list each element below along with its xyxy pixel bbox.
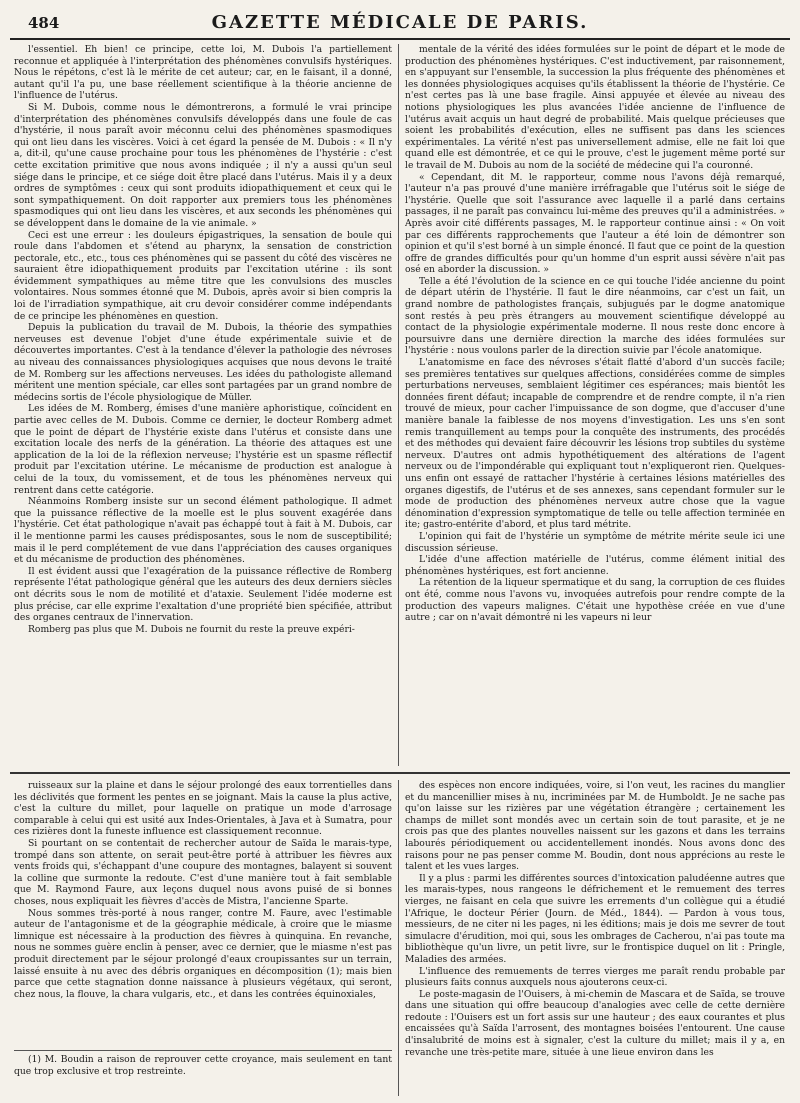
footnote bbox=[14, 1054, 392, 1094]
paragraph: Nous sommes très-porté à nous ranger, contre M. Faure, avec l'estimable auteur de l'antagonisme et de la géographie médicale, à croire que le miasme limnique est nécessaire à la production des fièvres à quinquina. En revanche, nous ne sommes guère enclin à penser, avec ce dernier, que le miasme n'est pas produit directement par le séjour prolongé d'eaux croupissantes sur un terrain, laissé ensuite à nu avec des débris organiques en décomposition (1); mais bien parce que cette stagnation donne naissance à plusieurs végétaux, qui seront, chez nous, la flouve, la chara vulgaris, etc., et dans les contrées équinoxiales, bbox=[14, 907, 392, 1000]
paragraph: des espèces non encore indiquées, voire, si l'on veut, les racines du manglier et du mancenillier mises à nu, incriminées par M. de Humboldt. Je ne sache pas qu'on laisse sur les rizières par une végétation étrangère ; certainement les champs de millet sont mondés avec un certain soin de tout parasite, et je ne crois pas que des plantes nouvelles naissent sur les gazons et dans les terrains labourés périodiquement ou accidentellement inondés. Nous avons donc des raisons pour ne pas penser comme M. Boudin, dont nous apprécions au reste le talent et les vues larges. bbox=[405, 780, 785, 873]
column-divider bbox=[398, 44, 399, 766]
page-number: 484 bbox=[28, 14, 60, 32]
paragraph: L'anatomisme en face des névroses s'était flatté d'abord d'un succès facile; ses premières tentatives sur quelques affections, considérées comme de simples perturbations nerveuses, semblaient légitimer ces espérances; mais bientôt les données firent défaut; incapable de comprendre et de rendre compte, il n'a rien trouvé de mieux, pour cacher l'impuissance de son dogme, que d'accuser d'une manière banale la faiblesse de nos moyens d'investigation. Les uns s'en sont remis tranquillement au temps pour la conquête des instruments, des procédés et des méthodes qui devaient faire découvrir les lésions trop subtiles du système nerveux. D'autres ont admis hypothétiquement des altérations de l'agent nerveux ou de l'impondérable qui expliquant tout n'expliqueront rien. Quelques-uns enfin ont essayé de rattacher l'hystérie à certaines lésions matérielles des organes digestifs, de l'utérus et de ses annexes, sans cependant formuler sur le mode de production des phénomènes nerveux autre chose que la vague dénomination d'expression symptomatique de telle ou telle affection terminée en ite; gastro-entérite d'abord, et plus tard métrite. bbox=[405, 357, 785, 531]
page-header bbox=[10, 6, 790, 40]
paragraph: mentale de la vérité des idées formulées sur le point de départ et le mode de production des phénomènes hystériques. C'est inductivement, par raisonnement, en s'appuyant sur l'ensemble, la succession la plus fréquente des phénomènes et les données physiologiques acquises qu'ils établissent la théorie de l'hystérie. Ce n'est certes pas là une base fragile. Ainsi appuyée et élevée au niveau des notions physiologiques les plus avancées l'idée ancienne de l'influence de l'utérus avait acquis un haut degré de probabilité. Mais quelque précieuses que soient les probabilités d'exécution, elles ne suffisent pas dans les sciences expérimentales. La vérité n'est pas universellement admise, elle ne fait loi que quand elle est démontrée, et ce qui le prouve, c'est le jugement même porté sur le travail de M. Dubois au nom de la société de médecine qui l'a couronné. bbox=[405, 44, 785, 171]
paragraph: Romberg pas plus que M. Dubois ne fournit du reste la preuve expéri- bbox=[28, 623, 355, 635]
paragraph: Néanmoins Romberg insiste sur un second élément pathologique. Il admet que la puissance réflective de la moelle est le plus souvent exagérée dans l'hystérie. Cet état pathologique n'avait pas échappé tout à fait à M. Dubois, car il le mentionne parmi les causes prédisposantes, sous le nom de susceptibilité; mais il le perd complétement de vue dans l'appréciation des causes organiques et du mécanisme de production des phénomènes. bbox=[14, 496, 392, 566]
paragraph: Il y a plus : parmi les différentes sources d'intoxication paludéenne autres que les marais-types, nous rangeons le défrichement et le remuement des terres vierges, ne faisant en cela que suivre les errements d'un collègue qui a étudié l'Afrique, le docteur Périer (Journ. de Méd., 1844). — Pardon à vous tous, messieurs, de ne citer ni les pages, ni les éditions; mais je dois me sevrer de tout simulacre d'érudition, moi qui, sous les ombrages de Cacherou, n'ai pas toute ma bibliothèque qu'un livre, un petit livre, sur le frontispice duquel on lit : Pringle, Maladies des armées. bbox=[405, 872, 785, 965]
paragraph: Telle a été l'évolution de la science en ce qui touche l'idée ancienne du point de départ utérin de l'hystérie. Il faut le dire néanmoins, car c'est un fait, un grand nombre de pathologistes français, subjugués par le dogme anatomique sont restés à peu près étrangers au mouvement scientifique développé au contact de la physiologie expérimentale moderne. Il nous reste donc encore à poursuivre dans une dernière direction la marche des idées formulées sur l'hystérie : nous voulons parler de la direction suivie par l'école anatomique. bbox=[405, 275, 785, 357]
column-bottom-right bbox=[405, 780, 785, 1096]
paragraph: Les idées de M. Romberg, émises d'une manière aphoristique, coïncident en partie avec celles de M. Dubois. Comme ce dernier, le docteur Romberg admet que le point de départ de l'hystérie existe dans l'utérus et consiste dans une excitation locale des nerfs de la génération. La théorie des attaques est une application de la loi de la réflexion nerveuse; l'hystérie est un spasme réflectif produit par l'excitation utérine. Le mécanisme de production est analogue à celui de la toux, du vomissement, et de tous les phénomènes nerveux qui rentrent dans cette catégorie. bbox=[14, 403, 392, 496]
paragraph: Depuis la publication du travail de M. Dubois, la théorie des sympathies nerveuses est devenue l'objet d'une étude expérimentale suivie et de découvertes importantes. C'est à la tendance d'élever la pathologie des névroses au niveau des connaissances physiologiques acquises que nous devons le traité de M. Romberg sur les affections nerveuses. Les idées du pathologiste allemand méritent une mention spéciale, car elles sont partagées par un grand nombre de médecins sortis de l'école physiologique de Müller. bbox=[14, 322, 392, 403]
paragraph: Il est évident aussi que l'exagération de la puissance réflective de Romberg représente l'état pathologique général que les auteurs des deux derniers siècles ont décrits sous le nom de motilité et d'ataxie. Seulement l'idée moderne est plus précise, car elle exprime l'exaltation d'une propriété bien spécifiée, attribut des organes centraux de l'innervation. bbox=[14, 565, 392, 624]
feuilleton-divider bbox=[10, 772, 790, 774]
column-top-left bbox=[14, 44, 392, 766]
paragraph: « Cependant, dit M. le rapporteur, comme nous l'avons déjà remarqué, l'auteur n'a pas prouvé d'une manière irréfragable que l'utérus soit le siége de l'hystérie. Quelle que soit l'assurance avec laquelle il a parlé dans certains passages, il ne paraît pas convaincu lui-même des preuves qu'il a administrées. » Après avoir cité différents passages, M. le rapporteur continue ainsi : « On voit par ces différents rapprochements que l'auteur a été loin de démontrer son opinion et qu'il s'est borné à un simple énoncé. Il faut que ce point de la question offre de grandes difficultés pour qu'un homme d'un esprit aussi sévère n'ait pas osé en aborder la discussion. » bbox=[405, 171, 785, 276]
column-divider bbox=[398, 780, 399, 1096]
footnote-text: (1) M. Boudin a raison de reprouver cette croyance, mais seulement en tant que trop exclusive et trop restreinte. bbox=[14, 1054, 392, 1077]
paragraph: La rétention de la liqueur spermatique et du sang, la corruption de ces fluides ont été, comme nous l'avons vu, invoquées autrefois pour rendre compte de la production des vapeurs malignes. C'était une hypothèse créée en vue d'une autre ; car on n'avait démontré ni les vapeurs ni leur bbox=[405, 577, 785, 624]
paragraph: Ceci est une erreur : les douleurs épigastriques, la sensation de boule qui roule dans l'abdomen et s'étend au pharynx, la sensation de constriction pectorale, etc., etc., tous ces phénomènes qui se passent du côté des viscères ne sauraient être idiopathiquement produits par l'excitation utérine : ils sont évidemment sympathiques au même titre que les convulsions des muscles volontaires. Nous sommes étonné que M. Dubois, après avoir si bien compris la loi de l'irradiation sympathique, ait cru devoir considérer comme indépendants de ce principe les phénomènes en question. bbox=[14, 229, 392, 322]
footnote-divider bbox=[14, 1050, 392, 1051]
journal-title: GAZETTE MÉDICALE DE PARIS. bbox=[211, 12, 589, 33]
paragraph: L'opinion qui fait de l'hystérie un symptôme de métrite mérite seule ici une discussion sérieuse. bbox=[405, 530, 785, 554]
paragraph: l'essentiel. Eh bien! ce principe, cette loi, M. Dubois l'a partiellement reconnue et appliquée à l'interprétation des phénomènes convulsifs hystériques. Nous le répétons, c'est là le mérite de cet auteur; car, en le faisant, il a donné, autant qu'il l'a pu, une base réellement scientifique à la théorie ancienne de l'influence de l'utérus. bbox=[14, 44, 392, 102]
paragraph: ruisseaux sur la plaine et dans le séjour prolongé des eaux torrentielles dans les déclivités que forment les pentes en se joignant. Mais la cause la plus active, c'est la culture du millet, pour laquelle on pratique un mode d'arrosage comparable à celui qui est usité aux Indes-Orientales, à Java et à Sumatra, pour ces rizières dont la funeste influence est classiquement reconnue. bbox=[14, 780, 392, 838]
paragraph: Si M. Dubois, comme nous le démontrerons, a formulé le vrai principe d'interprétation des phénomènes convulsifs développés dans une foule de cas d'hystérie, il nous paraît avoir méconnu celui des phénomènes spasmodiques qui ont lieu dans les viscères. Voici à cet égard la pensée de M. Dubois : « Il n'y a, dit-il, qu'une cause prochaine pour tous les phénomènes de l'hystérie : c'est cette excitation primitive que nous avons indiquée ; il n'y a aussi qu'un seul siége dans le principe, et ce siége doit être placé dans l'utérus. Mais il y a deux ordres de symptômes : ceux qui sont produits idiopathiquement et ceux qui le sont sympathiquement. On doit rapporter aux premiers tous les phénomènes spasmodiques qui ont lieu dans les viscères, et aux seconds les phénomènes qui se développent dans le domaine de la vie animale. » bbox=[14, 101, 392, 229]
paragraph: Si pourtant on se contentait de rechercher autour de Saïda le marais-type, trompé dans son attente, on serait peut-être porté à attribuer les fièvres aux vents froids qui, s'échappant d'une coupure des montagnes, balayent si souvent la colline que surmonte la redoute. C'est d'une manière tout à fait semblable que M. Raymond Faure, aux leçons duquel nous avons puisé de si bonnes choses, nous expliquait les fièvres d'accès de Mistra, l'ancienne Sparte. bbox=[14, 837, 392, 907]
paragraph: Le poste-magasin de l'Ouisers, à mi-chemin de Mascara et de Saïda, se trouve dans une situation qui offre beaucoup d'analogies avec celle de cette dernière redoute : l'Ouisers est un fort assis sur une hauteur ; des eaux courantes et plus encaissées qu'à Saïda l'arrosent, des montagnes boisées l'entourent. Une cause d'insalubrité de moins est à signaler, c'est la culture du millet; mais il y a, en revanche une très-petite mare, située à une lieue environ dans les bbox=[405, 988, 785, 1058]
paragraph: L'idée d'une affection matérielle de l'utérus, comme élément initial des phénomènes hystériques, est fort ancienne. bbox=[405, 554, 785, 577]
column-bottom-left bbox=[14, 780, 392, 1046]
paragraph: L'influence des remuements de terres vierges me paraît rendu probable par plusieurs faits connus auxquels nous ajouterons ceux-ci. bbox=[405, 965, 785, 989]
column-top-right bbox=[405, 44, 785, 766]
